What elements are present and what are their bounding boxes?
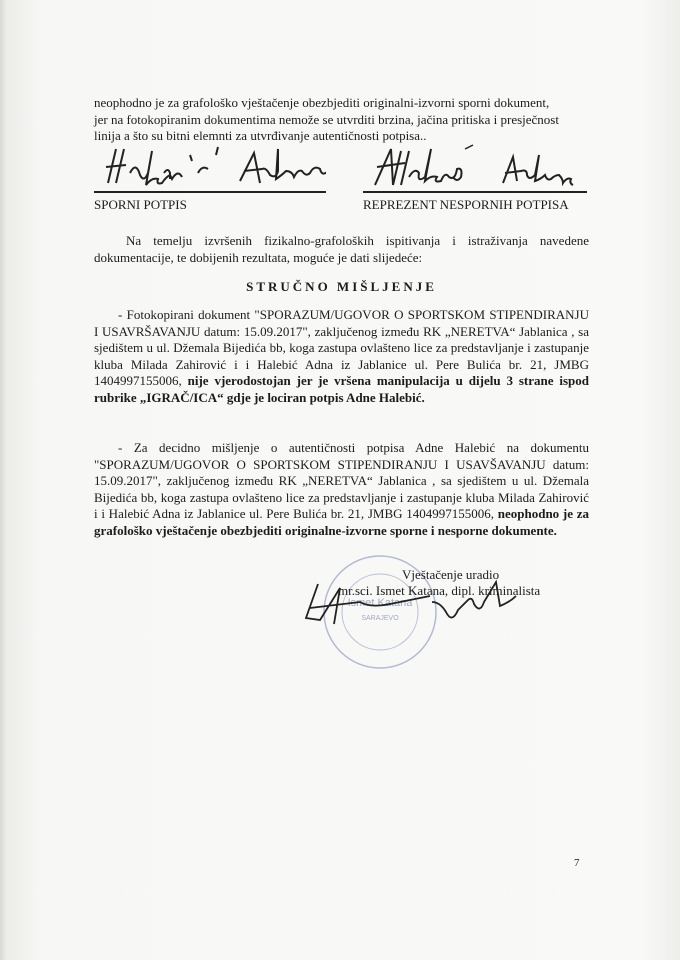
expert-signature [300,578,560,638]
reference-signature-caption: REPREZENT NESPORNIH POTPISA [363,197,569,212]
disputed-signature-box [94,143,326,193]
svg-text:SARAJEVO: SARAJEVO [361,615,399,622]
svg-text:Ismet Katana: Ismet Katana [347,597,413,609]
reference-signature-image [363,143,587,191]
opinion-paragraph-2 [94,440,589,539]
opinion-1-text: - Fotokopirani dokument "SPORAZUM/UGOVOR O SPORTSKOM STIPENDIRANJU I USAVRŠAVANJU datum: 15.09.2017", zaključenog između RK „NERETVA“ Jablanica , sa sjedištem u ul. Džemala Bijedića bb, koga zastupa ovlašteno lice za predstavljanje i zastupanje kluba Milada Zahirović i i Halebić Adna iz Jablanice ul. Pere Bulića br. 21, JMBG 1404997155006, [94,307,589,388]
opinion-2-text: - Za decidno mišljenje o autentičnosti potpisa Adne Halebić na dokumentu "SPORAZUM/UGOVOR O SPORTSKOM STIPENDIRANJU I USAVŠAVANJU datum: 15.09.2017", zaključenog između RK „NERETVA“ Jablanica , sa sjedištem u ul. Džemala Bijedića bb, koga zastupa ovlašteno lice za predstavljanje i zastupanje kluba Milada Zahirović i i Halebić Adna iz Jablanice ul. Pere Bulića br. 21, JMBG 1404997155006, [94,440,589,521]
opinion-paragraph-1 [94,307,589,406]
intro-line-1: neophodno je za grafološko vještačenje obezbjediti originalni-izvorni sporni dokument, [94,95,550,110]
opinion-1-conclusion: nije vjerodostojan jer je vršena manipulacija u dijelu 3 strane ispod rubrike „IGRAČ/ICA“ gdje je lociran potpis Adne Halebić. [94,373,590,405]
page-number: 7 [574,857,580,869]
scan-edge-shadow [0,0,6,960]
opinion-heading: STRUČNO MIŠLJENJE [246,279,437,294]
intro-line-2: jer na fotokopiranim dokumentima nemože se utvrditi brzina, jačina pritiska i presječnost [94,111,559,127]
intro-paragraph [94,95,589,145]
disputed-signature-image [94,143,326,191]
signoff-line-1: Vještačenje uradio [402,567,500,582]
disputed-signature-caption: SPORNI POTPIS [94,197,187,212]
signoff-line-2: mr.sci. Ismet Katana, dipl. kriminalista [338,583,541,598]
basis-paragraph: Na temelju izvršenih fizikalno-grafoloških ispitivanja i istraživanja navedene dokumentacije, te dobijenih rezultata, moguće je dati slijedeće: [94,233,589,265]
reference-signature-box [363,143,587,193]
opinion-2-conclusion: neophodno je za grafološko vještačenje obezbjediti originalne-izvorne sporne i nesporne dokumente. [94,506,589,538]
intro-line-3: linija a što su bitni elemnti za utvrđivanje autentičnosti potpisa.. [94,128,427,143]
